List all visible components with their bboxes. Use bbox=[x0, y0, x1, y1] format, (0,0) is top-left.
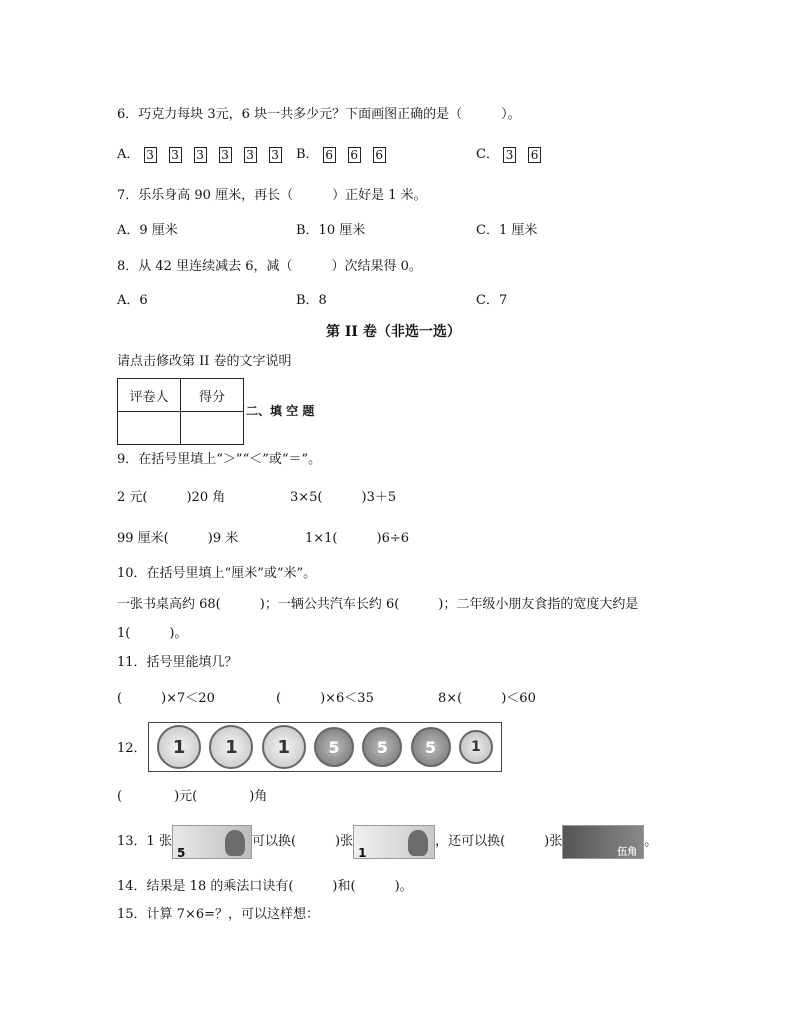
coins-image bbox=[148, 722, 502, 772]
score-table-header-score: 得分 bbox=[181, 379, 244, 412]
q6-a-box: 3 bbox=[219, 147, 232, 163]
q13-part-2[interactable]: 可以换( )张 bbox=[251, 834, 354, 849]
q6-a-box: 3 bbox=[269, 147, 282, 163]
q13-part-1: 13．1 张 bbox=[117, 834, 172, 849]
q13-part-4: 。 bbox=[644, 834, 658, 849]
q10-line-2[interactable]: 1( )。 bbox=[117, 626, 188, 641]
q6-option-a[interactable] bbox=[117, 146, 294, 164]
q8-option-b[interactable]: B．8 bbox=[296, 293, 327, 308]
five-jiao-note-value: 伍角 bbox=[617, 846, 638, 858]
q8-text: 8．从 42 里连续减去 6，减（ ）次结果得 0。 bbox=[117, 259, 422, 274]
portrait-icon bbox=[225, 830, 245, 856]
q11-item-c[interactable]: 8×( )＜60 bbox=[438, 691, 536, 706]
q11-item-a[interactable]: ( )×7＜20 bbox=[117, 691, 215, 706]
five-yuan-note-value: 5 bbox=[176, 845, 186, 860]
q9-text: 9．在括号里填上“＞”“＜”或“＝”。 bbox=[117, 452, 322, 467]
one-yuan-note bbox=[353, 825, 435, 859]
q15-text: 15．计算 7×6=？，可以这样想： bbox=[117, 907, 320, 922]
one-yuan-coin: 1 bbox=[262, 725, 306, 769]
five-jiao-note bbox=[562, 825, 644, 859]
q7-option-a[interactable]: A．9 厘米 bbox=[117, 223, 178, 238]
q8-option-a[interactable]: A．6 bbox=[117, 293, 148, 308]
q6-option-c[interactable] bbox=[476, 146, 553, 164]
section-2-note: 请点击修改第 II 卷的文字说明 bbox=[117, 354, 292, 369]
q6-a-box: 3 bbox=[194, 147, 207, 163]
q6-c-box: 6 bbox=[528, 147, 541, 163]
q6-text: 6．巧克力每块 3元，6 块一共多少元？下面画图正确的是（ ）。 bbox=[117, 107, 521, 122]
five-yuan-note bbox=[172, 825, 252, 859]
q7-text: 7．乐乐身高 90 厘米，再长（ ）正好是 1 米。 bbox=[117, 188, 427, 203]
q6-a-box: 3 bbox=[169, 147, 182, 163]
q6-b-box: 6 bbox=[323, 147, 336, 163]
q6-option-b[interactable] bbox=[296, 146, 398, 164]
grader-cell[interactable] bbox=[118, 412, 181, 445]
q11-text: 11．括号里能填几？ bbox=[117, 655, 238, 670]
five-jiao-coin: 5 bbox=[362, 727, 402, 767]
q12-label: 12． bbox=[117, 741, 147, 756]
five-jiao-coin: 5 bbox=[411, 727, 451, 767]
score-table bbox=[117, 378, 244, 445]
q9-item-c[interactable]: 99 厘米( )9 米 bbox=[117, 531, 239, 546]
q6-b-box: 6 bbox=[373, 147, 386, 163]
q6-a-box: 3 bbox=[144, 147, 157, 163]
one-yuan-note-value: 1 bbox=[358, 845, 367, 860]
q6-b-box: 6 bbox=[348, 147, 361, 163]
portrait-icon bbox=[408, 830, 428, 856]
q13-line bbox=[117, 824, 657, 860]
section-2-title: 第 II 卷（非选一选） bbox=[326, 324, 461, 340]
q6-option-c-label: C． bbox=[476, 147, 499, 162]
one-yuan-coin: 1 bbox=[209, 725, 253, 769]
q12-answer[interactable]: ( )元( )角 bbox=[117, 789, 268, 804]
q9-item-a[interactable]: 2 元( )20 角 bbox=[117, 490, 226, 505]
q6-option-b-label: B． bbox=[296, 147, 319, 162]
q6-option-a-label: A． bbox=[117, 147, 140, 162]
q10-line-1[interactable]: 一张书桌高约 68( )；一辆公共汽车长约 6( )；二年级小朋友食指的宽度大约是 bbox=[117, 597, 639, 612]
q14-text[interactable]: 14．结果是 18 的乘法口诀有( )和( )。 bbox=[117, 879, 413, 894]
score-cell[interactable] bbox=[181, 412, 244, 445]
q6-a-box: 3 bbox=[244, 147, 257, 163]
one-yuan-coin: 1 bbox=[157, 725, 201, 769]
q13-part-3[interactable]: ，还可以换( )张 bbox=[435, 834, 563, 849]
score-table-header-grader: 评卷人 bbox=[118, 379, 181, 412]
q7-option-b[interactable]: B．10 厘米 bbox=[296, 223, 366, 238]
q6-c-box: 3 bbox=[503, 147, 516, 163]
q9-item-b[interactable]: 3×5( )3＋5 bbox=[290, 490, 397, 505]
one-jiao-coin: 1 bbox=[459, 730, 493, 764]
part-2-title: 二、填 空 题 bbox=[246, 404, 315, 418]
q8-option-c[interactable]: C．7 bbox=[476, 293, 508, 308]
five-jiao-coin: 5 bbox=[314, 727, 354, 767]
q7-option-c[interactable]: C．1 厘米 bbox=[476, 223, 538, 238]
q9-item-d[interactable]: 1×1( )6÷6 bbox=[305, 531, 410, 546]
q10-text: 10．在括号里填上“厘米”或“米”。 bbox=[117, 566, 317, 581]
q11-item-b[interactable]: ( )×6＜35 bbox=[276, 691, 374, 706]
